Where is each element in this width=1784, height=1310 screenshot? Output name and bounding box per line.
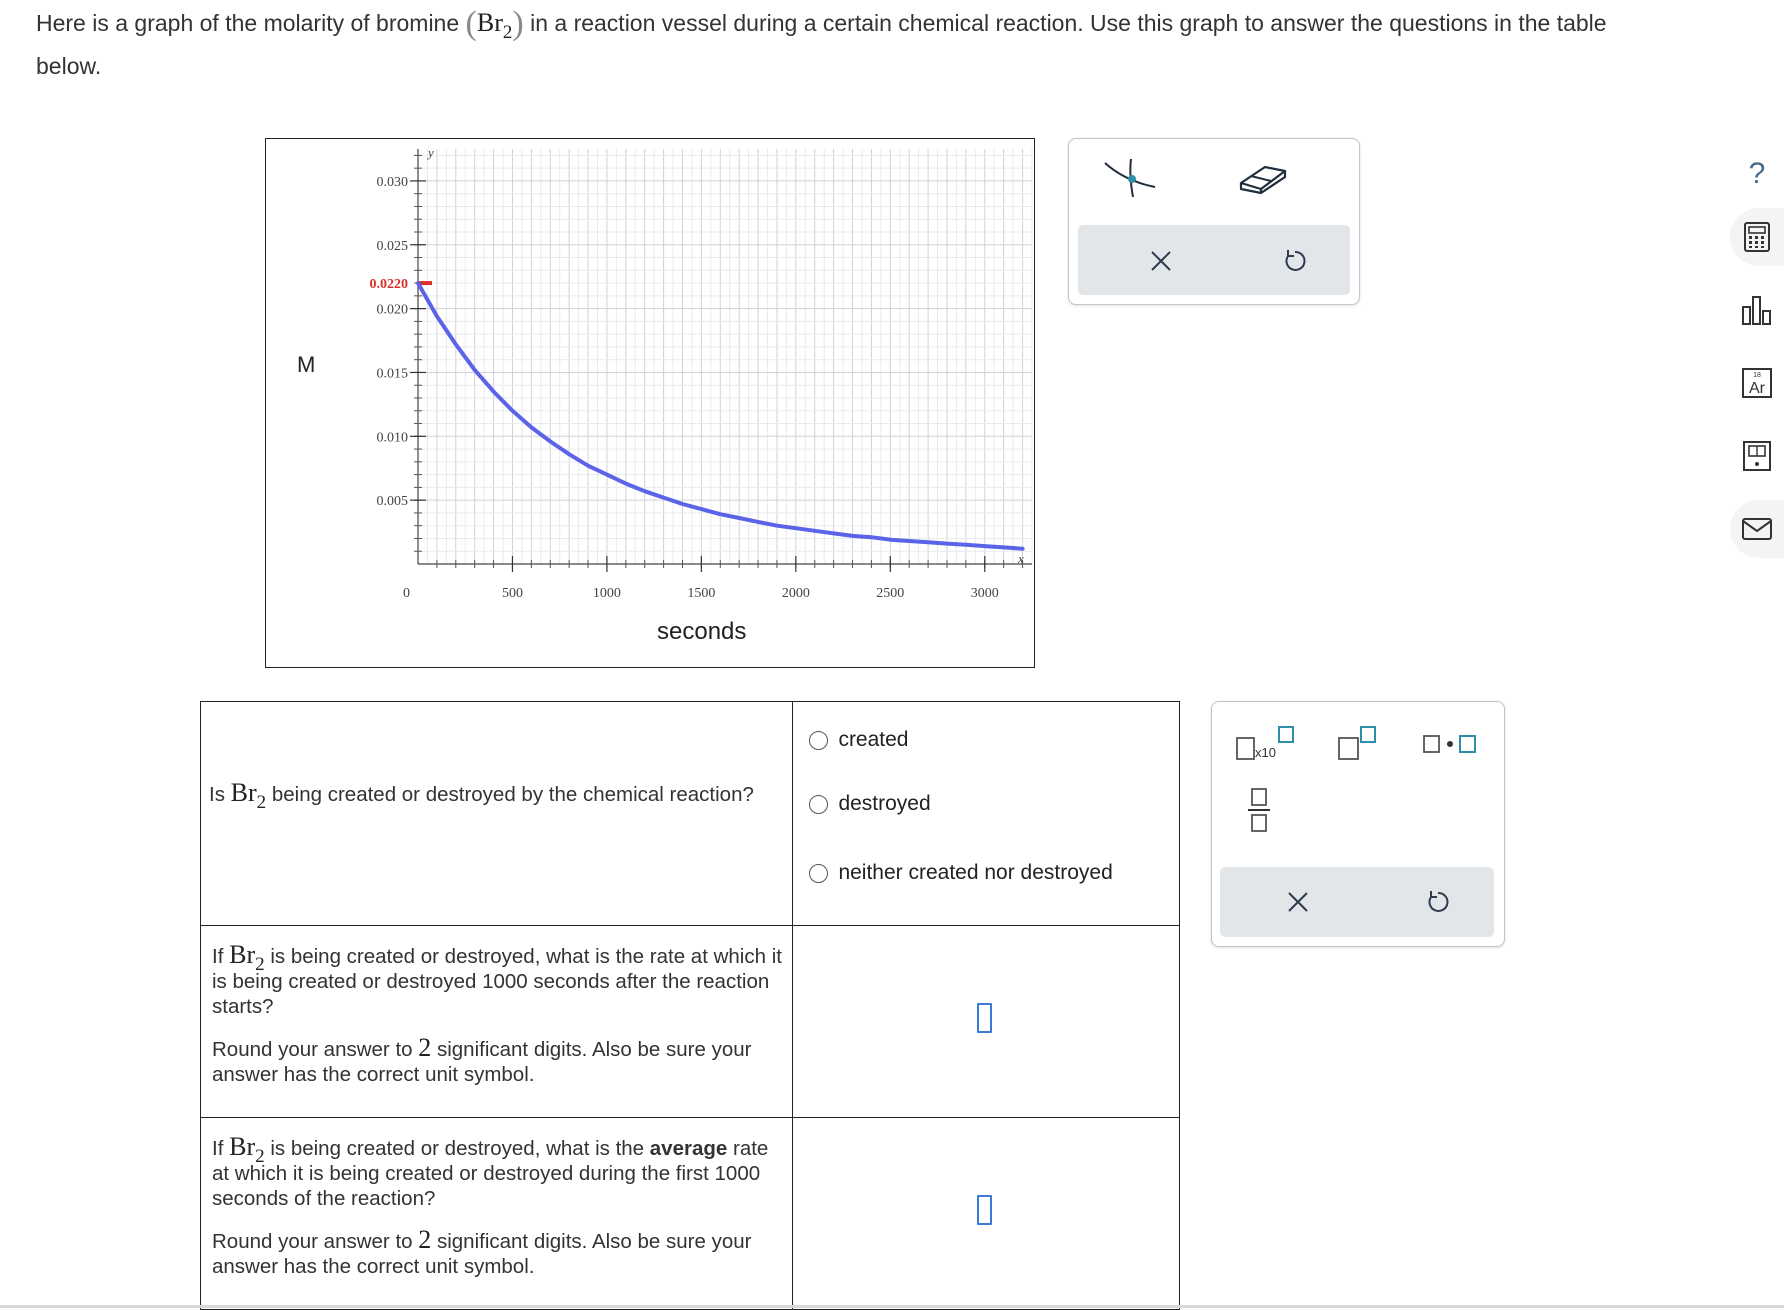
- scientific-notation-button[interactable]: [1228, 722, 1308, 766]
- graph-tools-panel: [1068, 138, 1360, 305]
- y-axis-label: M: [297, 352, 316, 377]
- fraction-icon: [1244, 786, 1274, 834]
- help-button[interactable]: [1730, 145, 1784, 203]
- question-3-note: Round your answer to 2 significant digits. Also be sure your answer has the correct unit symbol.: [212, 1225, 752, 1278]
- question-2-text: If $Br_2$ is being created or destroyed, what is the rate at which it is being created or destroyed 1000 seconds after the reaction starts?: [212, 940, 782, 1018]
- question-3-cell: [201, 1118, 793, 1310]
- multiply-dot-button[interactable]: [1410, 722, 1490, 766]
- curve-tool-icon: [1103, 155, 1163, 199]
- average-rate-input[interactable]: [977, 1195, 992, 1225]
- x-tick-label: 1000: [592, 586, 621, 601]
- bromine-formula: $Br_2$: [476, 8, 513, 43]
- x-axis-label: seconds: [657, 618, 747, 645]
- y-variable-label: y: [428, 145, 434, 160]
- radio-destroyed[interactable]: [809, 795, 828, 814]
- intro-after: in a reaction vessel during a certain chemical reaction. Use this graph to answer the questions in the table below.: [36, 10, 1607, 79]
- scientific-notation-icon: [1233, 724, 1303, 764]
- y-tick-label: 0.025: [376, 238, 408, 254]
- option-created[interactable]: created: [809, 728, 908, 752]
- questions-table: [200, 701, 1180, 1310]
- svg-text:Ar: Ar: [1749, 380, 1765, 397]
- data-chart-button[interactable]: [1730, 281, 1784, 339]
- math-clear-button[interactable]: [1276, 880, 1320, 924]
- molarity-chart[interactable]: [266, 139, 1034, 667]
- graph-undo-button[interactable]: [1273, 239, 1317, 283]
- radio-neither[interactable]: [809, 864, 828, 883]
- svg-text:x10: x10: [1255, 745, 1276, 760]
- question-3-answer-cell: [793, 1118, 1180, 1310]
- superscript-button[interactable]: [1324, 722, 1394, 766]
- svg-text:18: 18: [1753, 372, 1761, 379]
- multiply-dot-icon: [1418, 729, 1482, 759]
- option-destroyed[interactable]: destroyed: [809, 792, 930, 816]
- close-icon: [1149, 249, 1173, 273]
- y-tick-label: 0.015: [376, 366, 408, 382]
- envelope-icon: [1741, 516, 1773, 542]
- question-2-cell: [201, 926, 793, 1118]
- x-tick-label: 3000: [970, 586, 999, 601]
- reference-book-button[interactable]: [1730, 427, 1784, 485]
- x-tick-label: 500: [501, 586, 523, 601]
- calculator-button[interactable]: [1730, 208, 1784, 266]
- reference-icon: [1741, 439, 1773, 473]
- y-tick-label: 0.010: [376, 430, 408, 446]
- intro-before: Here is a graph of the molarity of bromine: [36, 10, 460, 36]
- question-2-note: Round your answer to 2 significant digits. Also be sure your answer has the correct unit symbol.: [212, 1033, 752, 1086]
- curve-tool-button[interactable]: [1089, 151, 1177, 203]
- graph-clear-button[interactable]: [1139, 239, 1183, 283]
- message-button[interactable]: [1730, 500, 1784, 558]
- bar-chart-icon: [1740, 293, 1774, 327]
- question-2-answer-cell: [793, 926, 1180, 1118]
- eraser-icon: [1237, 157, 1289, 197]
- question-1-answer-cell: [793, 702, 1180, 926]
- question-1-cell: [201, 702, 793, 926]
- question-1-text: Is $Br_2$ being created or destroyed by the chemical reaction?: [209, 778, 754, 813]
- math-palette-panel: [1211, 701, 1505, 947]
- close-icon: [1286, 890, 1310, 914]
- rate-at-1000s-input[interactable]: [977, 1003, 992, 1033]
- graph-area[interactable]: [265, 138, 1035, 668]
- math-undo-button[interactable]: [1416, 880, 1460, 924]
- eraser-tool-button[interactable]: [1219, 151, 1307, 203]
- question-3-text: If $Br_2$ is being created or destroyed, what is the average rate at which it is being created or destroyed during the first 1000 seconds of the reaction?: [212, 1132, 769, 1210]
- radio-created[interactable]: [809, 731, 828, 750]
- superscript-icon: [1333, 724, 1385, 764]
- fraction-button[interactable]: [1234, 782, 1284, 838]
- origin-label: 0: [403, 586, 410, 601]
- periodic-table-icon: [1741, 367, 1773, 399]
- highlight-tick-label: 0.0220: [369, 277, 408, 293]
- help-icon: ?: [1748, 157, 1766, 190]
- y-tick-label: 0.020: [376, 302, 408, 318]
- x-tick-label: 2000: [781, 586, 810, 601]
- calculator-icon: [1742, 221, 1772, 253]
- periodic-table-button[interactable]: [1730, 354, 1784, 412]
- x-tick-label: 1500: [687, 586, 716, 601]
- undo-icon: [1282, 248, 1308, 274]
- intro-text: Here is a graph of the molarity of bromine $(Br_2)$ in a reaction vessel during a certain chemical reaction. Use this graph to answer the questions in the table below.: [36, 5, 1607, 79]
- y-tick-label: 0.030: [376, 174, 408, 190]
- x-variable-label: x: [1018, 551, 1024, 566]
- x-tick-label: 2500: [876, 586, 905, 601]
- option-neither[interactable]: neither created nor destroyed: [809, 861, 1112, 885]
- undo-icon: [1425, 889, 1451, 915]
- y-tick-label: 0.005: [376, 494, 408, 510]
